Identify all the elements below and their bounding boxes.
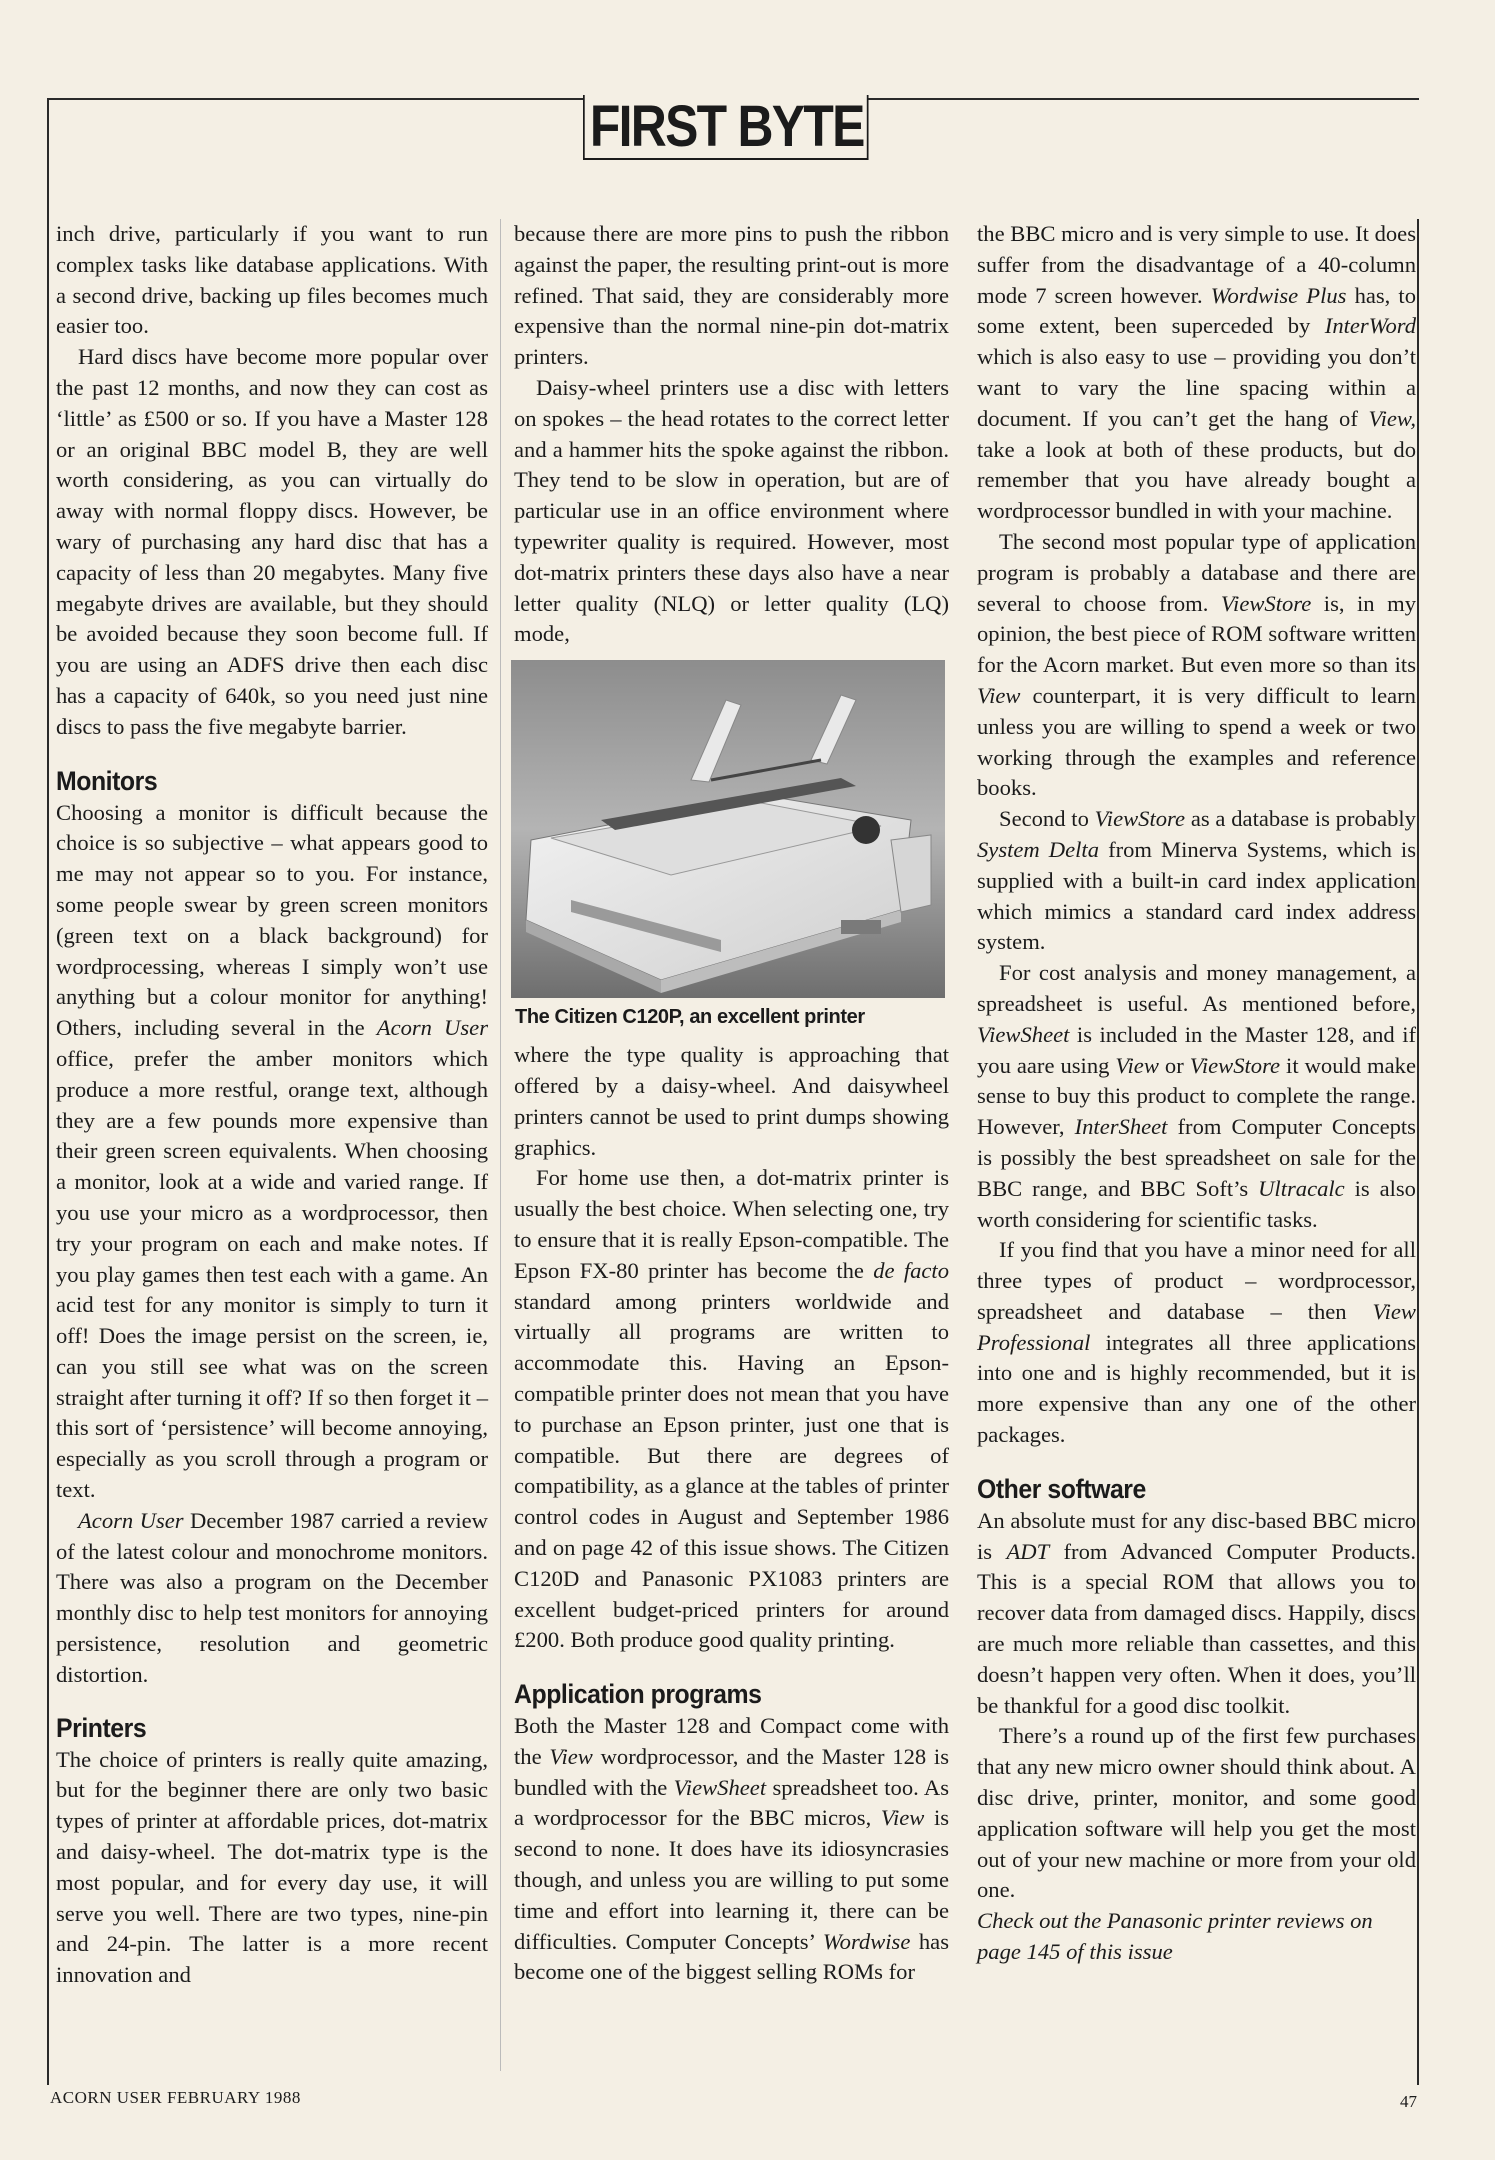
column-2 — [514, 219, 949, 1988]
cross-reference-note: Check out the Panasonic printer reviews on page 145 of this issue — [977, 1908, 1373, 1965]
footer-publication: ACORN USER FEBRUARY 1988 — [50, 2088, 301, 2107]
paragraph: Hard discs have become more popular over the past 12 months, and now they can cost as ‘little’ as £500 or so. If you have a Master 128 or an original BBC model B, they are well worth considering, as you can virtually do away with normal floppy discs. However, be wary of purchasing any hard disc that has a capacity of less than 20 megabytes. Many five megabyte drives are available, but they should be avoided because they soon become full. If you are using an ADFS drive then each disc has a capacity of 640k, so you need just nine discs to pass the five megabyte barrier. — [56, 344, 488, 739]
paragraph: For home use then, a dot-matrix printer is usually the best choice. When selecting one, try to ensure that it is really Epson-compatible. The Epson FX-80 printer has become the de facto standard among printers worldwide and virtually all programs are written to accommodate this. Having an Epson-compatible printer does not mean that you have to purchase an Epson printer, just one that is compatible. But there are degrees of compatibility, as a glance at the tables of printer control codes in August and September 1986 and on page 42 of this issue shows. The Citizen C120D and Panasonic PX1083 printers are excellent budget-priced printers for around £200. Both produce good quality printing. — [514, 1165, 949, 1653]
paragraph: The choice of printers is really quite amazing, but for the beginner there are only two basic types of printer at affordable prices, dot-matrix and daisy-wheel. The dot-matrix type is the most popular, and for every day use, it will serve you well. There are two types, nine-pin and 24-pin. The latter is a more recent innovation and — [56, 1746, 488, 1988]
heading-monitors: Monitors — [56, 765, 158, 796]
column-1 — [56, 219, 488, 1991]
section-masthead: FIRST BYTE — [583, 95, 869, 160]
paragraph: Second to ViewStore as a database is probably System Delta from Minerva Systems, which is supplied with a built-in card index application which mimics a standard card index address system. — [977, 806, 1416, 955]
heading-application-programs: Application programs — [514, 1679, 762, 1710]
paragraph: The second most popular type of application program is probably a database and there are several to choose from. ViewStore is, in my opinion, the best piece of ROM software written for the Acorn market. But even more so than its View counterpart, it is very difficult to learn unless you are willing to spend a week or two working through the examples and reference books. — [977, 528, 1416, 801]
paragraph: There’s a round up of the first few purchases that any new micro owner should think about. A disc drive, printer, monitor, and some good application software will help you get the most out of your new machine or more from your old one. — [977, 1723, 1416, 1903]
paragraph: the BBC micro and is very simple to use. It does suffer from the disadvantage of a 40-column mode 7 screen however. Wordwise Plus has, to some extent, been superceded by InterWord which is also easy to use – providing you don’t want to vary the line spacing within a document. If you can’t get the hang of View, take a look at both of these products, but do remember that you have already bought a wordprocessor bundled in with your machine. — [977, 221, 1417, 524]
printer-photo — [511, 660, 945, 998]
heading-printers: Printers — [56, 1712, 147, 1743]
page-number: 47 — [1400, 2092, 1417, 2111]
column-3 — [977, 219, 1416, 1968]
paragraph: because there are more pins to push the ribbon against the paper, the resulting print-out is more refined. That said, they are considerably more expensive than the normal nine-pin dot-matrix printers. — [514, 221, 949, 370]
paragraph: Acorn User December 1987 carried a review of the latest colour and monochrome monitors. There was also a program on the December monthly disc to help test monitors for annoying persistence, resolution and geometric distortion. — [56, 1507, 488, 1687]
column-rule — [500, 219, 501, 2071]
right-border — [1417, 219, 1419, 2085]
paragraph: where the type quality is approaching that offered by a daisy-wheel. And daisywheel printers cannot be used to print dumps showing graphics. — [514, 1042, 949, 1160]
paragraph: Choosing a monitor is difficult because the choice is so subjective – what appears good to me may not appear so to you. For instance, some people swear by green screen monitors (green text on a black background) for wordprocessing, whereas I simply won’t use anything but a colour monitor for anything! Others, including several in the Acorn User office, prefer the amber monitors which produce a more restful, orange text, although they are a few pounds more expensive than their green screen equivalents. When choosing a monitor, look at a wide and varied range. If you use your micro as a wordprocessor, then try your program on each and make notes. If you play games then test each with a game. An acid test for any monitor is simply to turn it off! Does the image persist on the screen, ie, can you still see what was on the screen straight after turning it off? If so then forget it – this sort of ‘persistence’ will become annoying, especially as you scroll through a program or text. — [56, 799, 488, 1503]
paragraph: An absolute must for any disc-based BBC micro is ADT from Advanced Computer Products. This is a special ROM that allows you to recover data from damaged discs. Happily, discs are much more reliable than cassettes, and this doesn’t happen very often. When it does, you’ll be thankful for a good disc toolkit. — [977, 1507, 1416, 1718]
photo-caption: The Citizen C120P, an excellent printer — [515, 1006, 865, 1029]
paragraph: For cost analysis and money management, a spreadsheet is useful. As mentioned before, ViewSheet is included in the Master 128, and if you aare using View or ViewStore it would make sense to buy this product to complete the range. However, InterSheet from Computer Concepts is possibly the best spreadsheet on sale for the BBC range, and BBC Soft’s Ultracalc is also worth considering for scientific tasks. — [977, 960, 1416, 1232]
paragraph: Both the Master 128 and Compact come with the View wordprocessor, and the Master 128 is bundled with the ViewSheet spreadsheet too. As a wordprocessor for the BBC micros, View is second to none. It does have its idiosyncrasies though, and unless you are willing to put some time and effort into learning it, there can be difficulties. Computer Concepts’ Wordwise has become one of the biggest selling ROMs for — [514, 1713, 950, 1985]
heading-other-software: Other software — [977, 1473, 1146, 1504]
paragraph: Daisy-wheel printers use a disc with letters on spokes – the head rotates to the correct letter and a hammer hits the spoke against the ribbon. They tend to be slow in operation, but are of particular use in an office environment where typewriter quality is required. However, most dot-matrix printers these days also have a near letter quality (NLQ) or letter quality (LQ) mode, — [514, 374, 949, 647]
paragraph: If you find that you have a minor need for all three types of product – wordprocessor, spreadsheet and database – then View Professional integrates all three applications into one and is highly recommended, but it is more expensive than any one of the other packages. — [977, 1237, 1416, 1448]
paragraph: inch drive, particularly if you want to run complex tasks like database applications. With a second drive, backing up files becomes much easier too. — [56, 221, 488, 339]
